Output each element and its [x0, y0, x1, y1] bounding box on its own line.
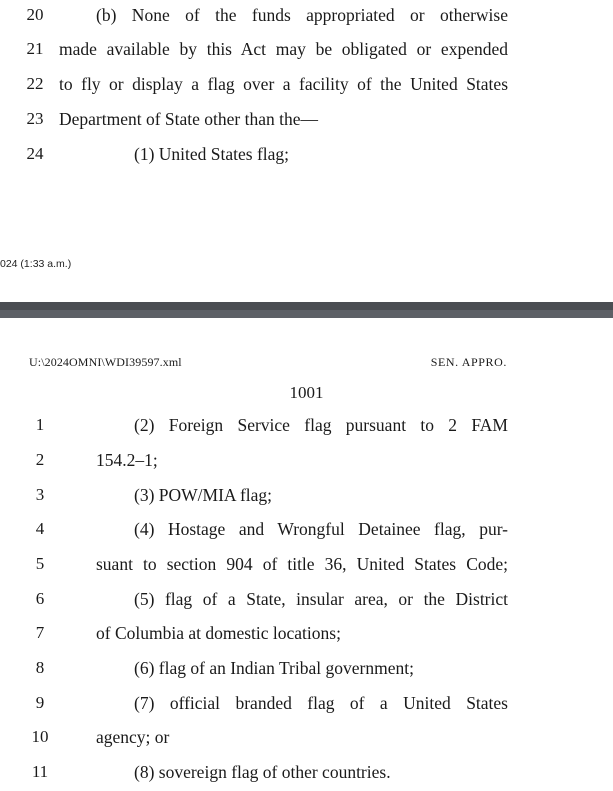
line-number: 7 [35, 623, 45, 642]
text-line [0, 653, 613, 683]
line-text: (8) sovereign flag of other countries. [134, 762, 391, 782]
text-line [0, 618, 613, 648]
text-line [0, 410, 613, 440]
line-text: (b) None of the funds appropriated or otherwise [96, 5, 508, 25]
text-line [0, 549, 613, 579]
line-text: (1) United States flag; [134, 144, 290, 164]
line-number: 20 [26, 5, 44, 24]
text-line [0, 139, 613, 169]
line-number: 5 [35, 554, 45, 573]
committee-header: SEN. APPRO. [430, 355, 507, 369]
text-line [0, 0, 613, 30]
text-line [0, 514, 613, 544]
line-number: 8 [35, 658, 45, 677]
file-path-header: U:\2024OMNI\WDI39597.xml [29, 355, 182, 369]
line-text: agency; or [96, 727, 170, 747]
line-number: 1 [35, 415, 45, 434]
line-number: 23 [26, 109, 44, 128]
text-line [0, 104, 613, 134]
line-text: (2) Foreign Service flag pursuant to 2 FAM [134, 415, 508, 435]
line-text: (7) official branded flag of a United States [134, 693, 508, 713]
line-number: 21 [26, 39, 44, 58]
line-number: 24 [26, 144, 44, 163]
text-line [0, 69, 613, 99]
text-line [0, 584, 613, 614]
text-line [0, 34, 613, 64]
line-number: 22 [26, 74, 44, 93]
page-separator-shadow [0, 310, 613, 318]
text-line [0, 757, 613, 787]
line-text: to fly or display a flag over a facility of the United States [59, 74, 508, 94]
line-number: 11 [31, 762, 49, 781]
print-timestamp: 024 (1:33 a.m.) [0, 258, 72, 270]
line-text: suant to section 904 of title 36, United States Code; [96, 554, 508, 574]
text-line [0, 688, 613, 718]
line-text: of Columbia at domestic locations; [96, 623, 341, 643]
line-text: (6) flag of an Indian Tribal government; [134, 658, 414, 678]
line-number: 2 [35, 450, 45, 469]
text-line [0, 445, 613, 475]
line-text: 154.2–1; [96, 450, 158, 470]
line-number: 6 [35, 589, 45, 608]
line-text: (4) Hostage and Wrongful Detainee flag, pur- [134, 519, 508, 539]
page-number: 1001 [289, 383, 324, 402]
line-text: Department of State other than the— [59, 109, 319, 129]
line-number: 10 [31, 727, 49, 746]
line-number: 3 [35, 485, 45, 504]
line-number: 9 [35, 693, 45, 712]
line-text: made available by this Act may be obligated or expended [59, 39, 508, 59]
line-text: (5) flag of a State, insular area, or the District [134, 589, 508, 609]
text-line [0, 480, 613, 510]
text-line [0, 722, 613, 752]
line-number: 4 [35, 519, 45, 538]
line-text: (3) POW/MIA flag; [134, 485, 273, 505]
